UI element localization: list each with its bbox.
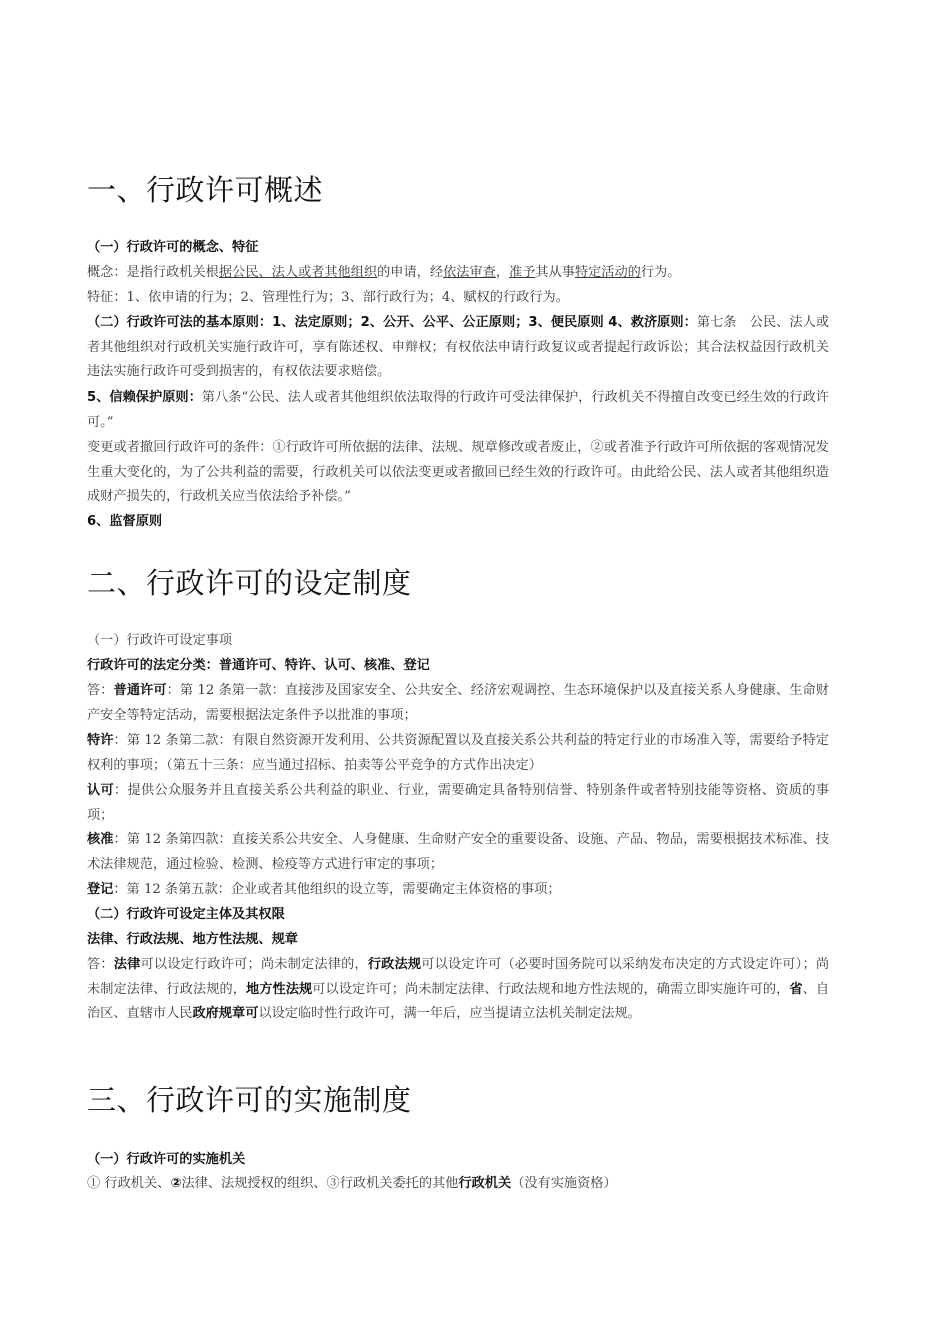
general-permit-text: ：第 12 条第一款：直接涉及国家安全、公共安全、经济宏观调控、生态环境保护以及直接关系人身健康、生命财产安全等特定活动，需要根据法定条件予以批准的事项； bbox=[87, 683, 829, 723]
organs-bold: 行政机关 bbox=[458, 1176, 512, 1191]
concept-underline: 准予 bbox=[509, 265, 536, 280]
approve-text: ：第 12 条第四款：直接关系公共安全、人身健康、生命财产安全的重要设备、设施、产品、物品，需要根据技术标准、技术法律规范，通过检验、检测、检疫等方式进行审定的事项； bbox=[87, 832, 829, 872]
organs-text: ① 行政机关、 bbox=[87, 1176, 171, 1191]
authority-text: 可以设定许可；尚未制定法律、行政法规和地方性法规的，确需立即实施许可的， bbox=[312, 981, 790, 997]
organs-line bbox=[87, 1172, 829, 1197]
section-3-sub1-title: （一）行政许可的实施机关 bbox=[87, 1152, 246, 1167]
concept-text: 其从事 bbox=[535, 265, 575, 280]
authority-text: 可以设定许可（必要时国务院可以采纳发布决定的方式设定许可）；尚未制定法律、行政法规的， bbox=[87, 957, 830, 997]
register-line bbox=[87, 878, 829, 903]
section-2-sub2-title: （二）行政许可设定主体及其权限 bbox=[87, 907, 285, 922]
section-1-sub1-title: （一）行政许可的概念、特征 bbox=[87, 240, 259, 255]
concept-text: 概念：是指行政机关根 bbox=[87, 265, 219, 280]
special-permit-label: 特许 bbox=[87, 733, 114, 748]
special-permit-text: ：第 12 条第二款：有限自然资源开发利用、公共资源配置以及直接关系公共利益的特定行业的市场准入等，需要给予特定权利的事项；（第五十三条：应当通过招标、拍卖等公平竞争的方式作出决定） bbox=[87, 733, 829, 773]
law-label: 法律 bbox=[113, 957, 141, 972]
province-label: 省 bbox=[789, 981, 803, 997]
principles-text: 第七条 公民、法人或者其他组织对行政机关实施行政许可，享有陈述权、申辩权；有权依法申请行政复议或者提起行政诉讼；其合法权益因行政机关违法实施行政许可受到损害的，有权依法要求赔偿。 bbox=[87, 315, 830, 379]
recognize-paragraph bbox=[87, 779, 829, 828]
approve-paragraph bbox=[87, 828, 829, 877]
principles-paragraph bbox=[87, 311, 829, 385]
local-regulation-label: 地方性法规 bbox=[246, 981, 313, 997]
section-2-title: 二、行政许可的设定制度 bbox=[87, 566, 412, 600]
trust-text: 第八条“公民、法人或者其他组织依法取得的行政许可受法律保护，行政机关不得擅自改变已经生效的行政许可。” bbox=[87, 390, 829, 430]
concept-underline: 据公民、法人或者其他组织 bbox=[218, 265, 378, 280]
concept-line bbox=[87, 261, 829, 286]
concept-underline: 依法审查 bbox=[443, 265, 496, 280]
change-paragraph: 变更或者撤回行政许可的条件：①行政许可所依据的法律、法规、规章修改或者废止，②或者准予行政许可所依据的客观情况发生重大变化的，为了公共利益的需要，行政机关可以依法变更或者撤回已经生效的行政许可。由此给公民、法人或者其他组织造成财产损失的，行政机关应当依法给予补偿。” bbox=[87, 440, 829, 504]
section-2-sub1-title: （一）行政许可设定事项 bbox=[87, 633, 233, 648]
principles-heading: （二）行政许可法的基本原则：1、法定原则；2、公开、公平、公正原则；3、便民原则 4、救济原则： bbox=[87, 315, 697, 330]
concept-text: 行为。 bbox=[640, 265, 681, 280]
organs-text: （没有实施资格） bbox=[511, 1176, 617, 1191]
register-label: 登记 bbox=[87, 882, 114, 897]
general-permit-label: 普通许可 bbox=[113, 683, 167, 698]
special-permit-paragraph bbox=[87, 729, 829, 778]
supervision-line: 6、监督原则 bbox=[87, 514, 163, 529]
general-permit-paragraph bbox=[87, 679, 829, 728]
recognize-text: ：提供公众服务并且直接关系公共利益的职业、行业，需要确定具备特别信誉、特别条件或者特别技能等资格、资质的事项； bbox=[87, 783, 830, 823]
organs-circle-number: ② bbox=[170, 1176, 182, 1191]
trust-heading: 5、信赖保护原则： bbox=[87, 390, 202, 405]
section-1-title: 一、行政许可概述 bbox=[87, 173, 324, 207]
classify-line: 行政许可的法定分类：普通许可、特许、认可、核准、登记 bbox=[87, 658, 430, 673]
gov-rule-label: 政府规章可 bbox=[192, 1006, 259, 1021]
section-3-title: 三、行政许可的实施制度 bbox=[87, 1083, 412, 1117]
authority-text: 、自治区、直辖市人民 bbox=[87, 981, 830, 1021]
organs-text: 法律、法规授权的组织、③行政机关委托的其他 bbox=[181, 1176, 459, 1191]
answer-prefix: 答： bbox=[87, 957, 114, 972]
concept-text: ， bbox=[495, 265, 509, 280]
authority-text: 以设定临时性行政许可，满一年后，应当提请立法机关制定法规。 bbox=[258, 1006, 641, 1021]
authority-paragraph bbox=[87, 953, 829, 1027]
admin-regulation-label: 行政法规 bbox=[367, 957, 422, 972]
concept-text: 的申请，经 bbox=[377, 265, 444, 280]
answer-prefix: 答： bbox=[87, 683, 114, 698]
approve-label: 核准 bbox=[87, 832, 114, 847]
recognize-label: 认可 bbox=[87, 783, 114, 798]
sources-line: 法律、行政法规、地方性法规、规章 bbox=[87, 932, 298, 947]
trust-paragraph bbox=[87, 386, 829, 435]
authority-text: 可以设定行政许可；尚未制定法律的， bbox=[140, 957, 368, 972]
register-text: ：第 12 条第五款：企业或者其他组织的设立等，需要确定主体资格的事项； bbox=[113, 882, 561, 897]
features-line: 特征：1、依申请的行为；2、管理性行为；3、部行政行为；4、赋权的行政行为。 bbox=[87, 290, 569, 305]
concept-underline: 特定活动的 bbox=[574, 265, 641, 280]
